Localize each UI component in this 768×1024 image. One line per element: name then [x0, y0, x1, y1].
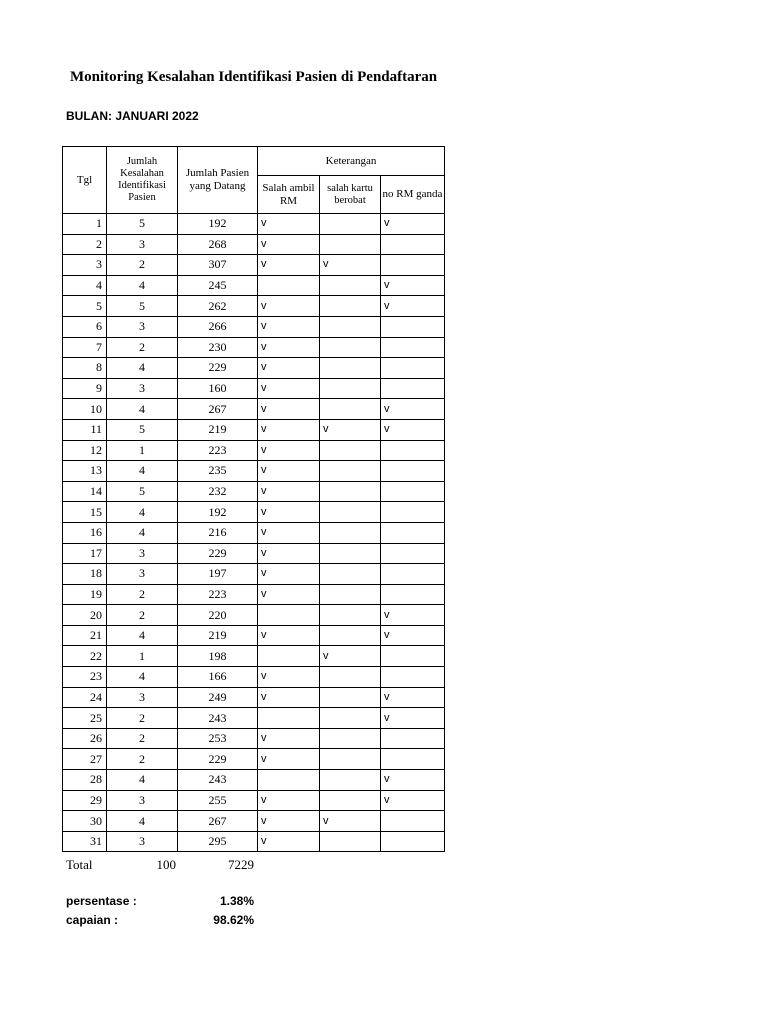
cell-no-dup: v	[381, 296, 445, 317]
table-row	[63, 790, 445, 811]
cell-wrong-card: v	[320, 419, 381, 440]
table-row	[63, 708, 445, 729]
cell-wrong-card	[320, 378, 381, 399]
cell-patients: 229	[178, 358, 258, 379]
table-row	[63, 687, 445, 708]
cell-wrong-rm: v	[258, 749, 320, 770]
cell-tgl: 26	[63, 728, 107, 749]
cell-tgl: 15	[63, 502, 107, 523]
cell-wrong-card	[320, 687, 381, 708]
cell-errors: 4	[107, 461, 178, 482]
cell-tgl: 8	[63, 358, 107, 379]
cell-patients: 219	[178, 419, 258, 440]
cell-tgl: 11	[63, 419, 107, 440]
table-row	[63, 440, 445, 461]
cell-patients: 232	[178, 481, 258, 502]
cell-patients: 262	[178, 296, 258, 317]
table-row	[63, 275, 445, 296]
table-row	[63, 728, 445, 749]
cell-errors: 4	[107, 667, 178, 688]
cell-no-dup	[381, 831, 445, 852]
cell-patients: 267	[178, 811, 258, 832]
cell-errors: 3	[107, 378, 178, 399]
cell-tgl: 29	[63, 790, 107, 811]
table-row	[63, 584, 445, 605]
cell-errors: 3	[107, 543, 178, 564]
cell-tgl: 30	[63, 811, 107, 832]
cell-wrong-card: v	[320, 646, 381, 667]
percentage-value: 1.38%	[219, 894, 254, 908]
cell-wrong-card	[320, 728, 381, 749]
table-header	[63, 147, 445, 214]
cell-wrong-rm: v	[258, 358, 320, 379]
cell-patients: 243	[178, 770, 258, 791]
achievement-label: capaian :	[66, 913, 119, 927]
cell-tgl: 10	[63, 399, 107, 420]
cell-no-dup: v	[381, 625, 445, 646]
cell-no-dup: v	[381, 708, 445, 729]
monitoring-table	[62, 146, 445, 852]
cell-wrong-rm: v	[258, 234, 320, 255]
cell-wrong-card	[320, 605, 381, 626]
table-row	[63, 399, 445, 420]
cell-errors: 3	[107, 831, 178, 852]
cell-errors: 3	[107, 316, 178, 337]
cell-tgl: 24	[63, 687, 107, 708]
table-row	[63, 770, 445, 791]
cell-wrong-card	[320, 337, 381, 358]
table-row	[63, 564, 445, 585]
cell-errors: 3	[107, 234, 178, 255]
cell-errors: 3	[107, 687, 178, 708]
cell-errors: 4	[107, 625, 178, 646]
cell-no-dup	[381, 481, 445, 502]
cell-tgl: 22	[63, 646, 107, 667]
cell-no-dup	[381, 667, 445, 688]
table-row	[63, 502, 445, 523]
cell-errors: 4	[107, 399, 178, 420]
cell-no-dup	[381, 522, 445, 543]
cell-wrong-card	[320, 481, 381, 502]
cell-wrong-rm	[258, 605, 320, 626]
cell-patients: 216	[178, 522, 258, 543]
cell-errors: 1	[107, 440, 178, 461]
cell-no-dup	[381, 316, 445, 337]
cell-wrong-rm	[258, 708, 320, 729]
cell-no-dup: v	[381, 790, 445, 811]
table-row	[63, 419, 445, 440]
cell-tgl: 2	[63, 234, 107, 255]
cell-tgl: 25	[63, 708, 107, 729]
table-row	[63, 255, 445, 276]
cell-wrong-rm: v	[258, 687, 320, 708]
cell-wrong-rm: v	[258, 564, 320, 585]
cell-patients: 197	[178, 564, 258, 585]
table-row	[63, 296, 445, 317]
cell-wrong-rm: v	[258, 419, 320, 440]
achievement-value: 98.62%	[213, 913, 254, 927]
cell-tgl: 18	[63, 564, 107, 585]
table-row	[63, 378, 445, 399]
cell-no-dup: v	[381, 275, 445, 296]
cell-wrong-card	[320, 296, 381, 317]
table-row	[63, 481, 445, 502]
cell-wrong-rm: v	[258, 543, 320, 564]
cell-wrong-rm: v	[258, 502, 320, 523]
cell-tgl: 17	[63, 543, 107, 564]
cell-wrong-card	[320, 522, 381, 543]
cell-patients: 255	[178, 790, 258, 811]
cell-wrong-rm: v	[258, 625, 320, 646]
cell-patients: 192	[178, 502, 258, 523]
cell-errors: 4	[107, 502, 178, 523]
cell-tgl: 4	[63, 275, 107, 296]
table-row	[63, 749, 445, 770]
cell-errors: 5	[107, 214, 178, 235]
cell-errors: 2	[107, 605, 178, 626]
cell-no-dup	[381, 358, 445, 379]
cell-errors: 5	[107, 481, 178, 502]
cell-wrong-card	[320, 667, 381, 688]
cell-wrong-rm: v	[258, 399, 320, 420]
cell-wrong-card	[320, 584, 381, 605]
cell-errors: 4	[107, 358, 178, 379]
cell-no-dup	[381, 378, 445, 399]
cell-patients: 267	[178, 399, 258, 420]
cell-patients: 235	[178, 461, 258, 482]
cell-patients: 249	[178, 687, 258, 708]
percentage-label: persentase :	[66, 894, 137, 908]
cell-wrong-card: v	[320, 811, 381, 832]
cell-patients: 229	[178, 749, 258, 770]
cell-wrong-card	[320, 234, 381, 255]
table-row	[63, 831, 445, 852]
cell-errors: 4	[107, 275, 178, 296]
cell-wrong-card	[320, 708, 381, 729]
cell-wrong-card	[320, 749, 381, 770]
cell-tgl: 1	[63, 214, 107, 235]
cell-patients: 243	[178, 708, 258, 729]
cell-tgl: 31	[63, 831, 107, 852]
cell-tgl: 12	[63, 440, 107, 461]
cell-wrong-rm: v	[258, 481, 320, 502]
cell-wrong-card	[320, 358, 381, 379]
table-row	[63, 234, 445, 255]
cell-wrong-rm	[258, 770, 320, 791]
header-errors: Jumlah Kesalahan Identifikasi Pasien	[107, 147, 178, 214]
cell-tgl: 6	[63, 316, 107, 337]
table-row	[63, 605, 445, 626]
table-row	[63, 461, 445, 482]
cell-wrong-card	[320, 790, 381, 811]
cell-wrong-rm: v	[258, 316, 320, 337]
cell-tgl: 23	[63, 667, 107, 688]
table-row	[63, 811, 445, 832]
cell-errors: 4	[107, 770, 178, 791]
cell-patients: 266	[178, 316, 258, 337]
cell-tgl: 28	[63, 770, 107, 791]
cell-patients: 219	[178, 625, 258, 646]
cell-errors: 2	[107, 728, 178, 749]
cell-wrong-rm: v	[258, 255, 320, 276]
cell-patients: 220	[178, 605, 258, 626]
cell-tgl: 7	[63, 337, 107, 358]
cell-wrong-card	[320, 316, 381, 337]
cell-no-dup: v	[381, 399, 445, 420]
table-row	[63, 543, 445, 564]
cell-tgl: 20	[63, 605, 107, 626]
cell-errors: 3	[107, 790, 178, 811]
cell-no-dup	[381, 646, 445, 667]
cell-wrong-card	[320, 564, 381, 585]
cell-errors: 1	[107, 646, 178, 667]
table-row	[63, 316, 445, 337]
cell-patients: 198	[178, 646, 258, 667]
cell-patients: 230	[178, 337, 258, 358]
cell-wrong-card	[320, 502, 381, 523]
cell-no-dup: v	[381, 419, 445, 440]
cell-wrong-card: v	[320, 255, 381, 276]
cell-wrong-rm: v	[258, 811, 320, 832]
header-wrong-card: salah kartu berobat	[320, 176, 381, 214]
cell-errors: 4	[107, 811, 178, 832]
cell-tgl: 9	[63, 378, 107, 399]
cell-tgl: 16	[63, 522, 107, 543]
cell-wrong-rm: v	[258, 790, 320, 811]
table-row	[63, 667, 445, 688]
total-errors: 100	[156, 857, 176, 872]
cell-patients: 268	[178, 234, 258, 255]
cell-tgl: 14	[63, 481, 107, 502]
cell-wrong-rm: v	[258, 584, 320, 605]
cell-wrong-rm: v	[258, 461, 320, 482]
cell-wrong-card	[320, 399, 381, 420]
cell-patients: 245	[178, 275, 258, 296]
table-row	[63, 358, 445, 379]
cell-wrong-rm: v	[258, 378, 320, 399]
cell-no-dup: v	[381, 605, 445, 626]
cell-patients: 295	[178, 831, 258, 852]
cell-no-dup: v	[381, 770, 445, 791]
cell-patients: 223	[178, 440, 258, 461]
cell-no-dup	[381, 749, 445, 770]
cell-wrong-card	[320, 275, 381, 296]
cell-errors: 2	[107, 255, 178, 276]
cell-wrong-card	[320, 214, 381, 235]
total-patients: 7229	[228, 857, 254, 872]
cell-no-dup	[381, 584, 445, 605]
cell-no-dup	[381, 234, 445, 255]
cell-wrong-rm: v	[258, 728, 320, 749]
header-wrong-rm: Salah ambil RM	[258, 176, 320, 214]
table-row	[63, 337, 445, 358]
table-row	[63, 522, 445, 543]
cell-wrong-card	[320, 770, 381, 791]
cell-tgl: 27	[63, 749, 107, 770]
cell-wrong-card	[320, 440, 381, 461]
cell-no-dup	[381, 543, 445, 564]
document-title: Monitoring Kesalahan Identifikasi Pasien di Pendaftaran	[70, 69, 438, 85]
cell-wrong-rm: v	[258, 831, 320, 852]
cell-no-dup	[381, 461, 445, 482]
cell-patients: 229	[178, 543, 258, 564]
cell-tgl: 21	[63, 625, 107, 646]
header-no-dup: no RM ganda	[381, 176, 445, 214]
cell-errors: 2	[107, 708, 178, 729]
cell-wrong-card	[320, 625, 381, 646]
cell-wrong-rm	[258, 646, 320, 667]
cell-errors: 4	[107, 522, 178, 543]
total-label: Total	[66, 857, 93, 872]
cell-tgl: 19	[63, 584, 107, 605]
cell-no-dup	[381, 255, 445, 276]
cell-errors: 3	[107, 564, 178, 585]
table-row	[63, 646, 445, 667]
cell-no-dup	[381, 564, 445, 585]
cell-no-dup: v	[381, 214, 445, 235]
header-notes: Keterangan	[258, 147, 445, 176]
cell-errors: 2	[107, 749, 178, 770]
cell-no-dup	[381, 728, 445, 749]
cell-errors: 2	[107, 584, 178, 605]
cell-wrong-rm: v	[258, 440, 320, 461]
cell-patients: 307	[178, 255, 258, 276]
cell-wrong-card	[320, 543, 381, 564]
cell-wrong-card	[320, 831, 381, 852]
cell-patients: 223	[178, 584, 258, 605]
table-row	[63, 625, 445, 646]
cell-errors: 5	[107, 296, 178, 317]
header-patients: Jumlah Pasien yang Datang	[178, 147, 258, 214]
cell-patients: 253	[178, 728, 258, 749]
cell-no-dup	[381, 440, 445, 461]
table-body	[63, 214, 445, 852]
cell-patients: 160	[178, 378, 258, 399]
cell-wrong-rm: v	[258, 667, 320, 688]
cell-no-dup: v	[381, 687, 445, 708]
month-label: BULAN: JANUARI 2022	[66, 109, 199, 123]
cell-tgl: 3	[63, 255, 107, 276]
cell-tgl: 13	[63, 461, 107, 482]
cell-errors: 2	[107, 337, 178, 358]
cell-no-dup	[381, 811, 445, 832]
cell-patients: 192	[178, 214, 258, 235]
cell-wrong-rm: v	[258, 214, 320, 235]
cell-no-dup	[381, 337, 445, 358]
cell-wrong-rm: v	[258, 337, 320, 358]
cell-wrong-rm	[258, 275, 320, 296]
cell-wrong-card	[320, 461, 381, 482]
cell-errors: 5	[107, 419, 178, 440]
cell-no-dup	[381, 502, 445, 523]
cell-patients: 166	[178, 667, 258, 688]
cell-tgl: 5	[63, 296, 107, 317]
cell-wrong-rm: v	[258, 522, 320, 543]
cell-wrong-rm: v	[258, 296, 320, 317]
table-row	[63, 214, 445, 235]
header-tgl: Tgl	[63, 147, 107, 214]
